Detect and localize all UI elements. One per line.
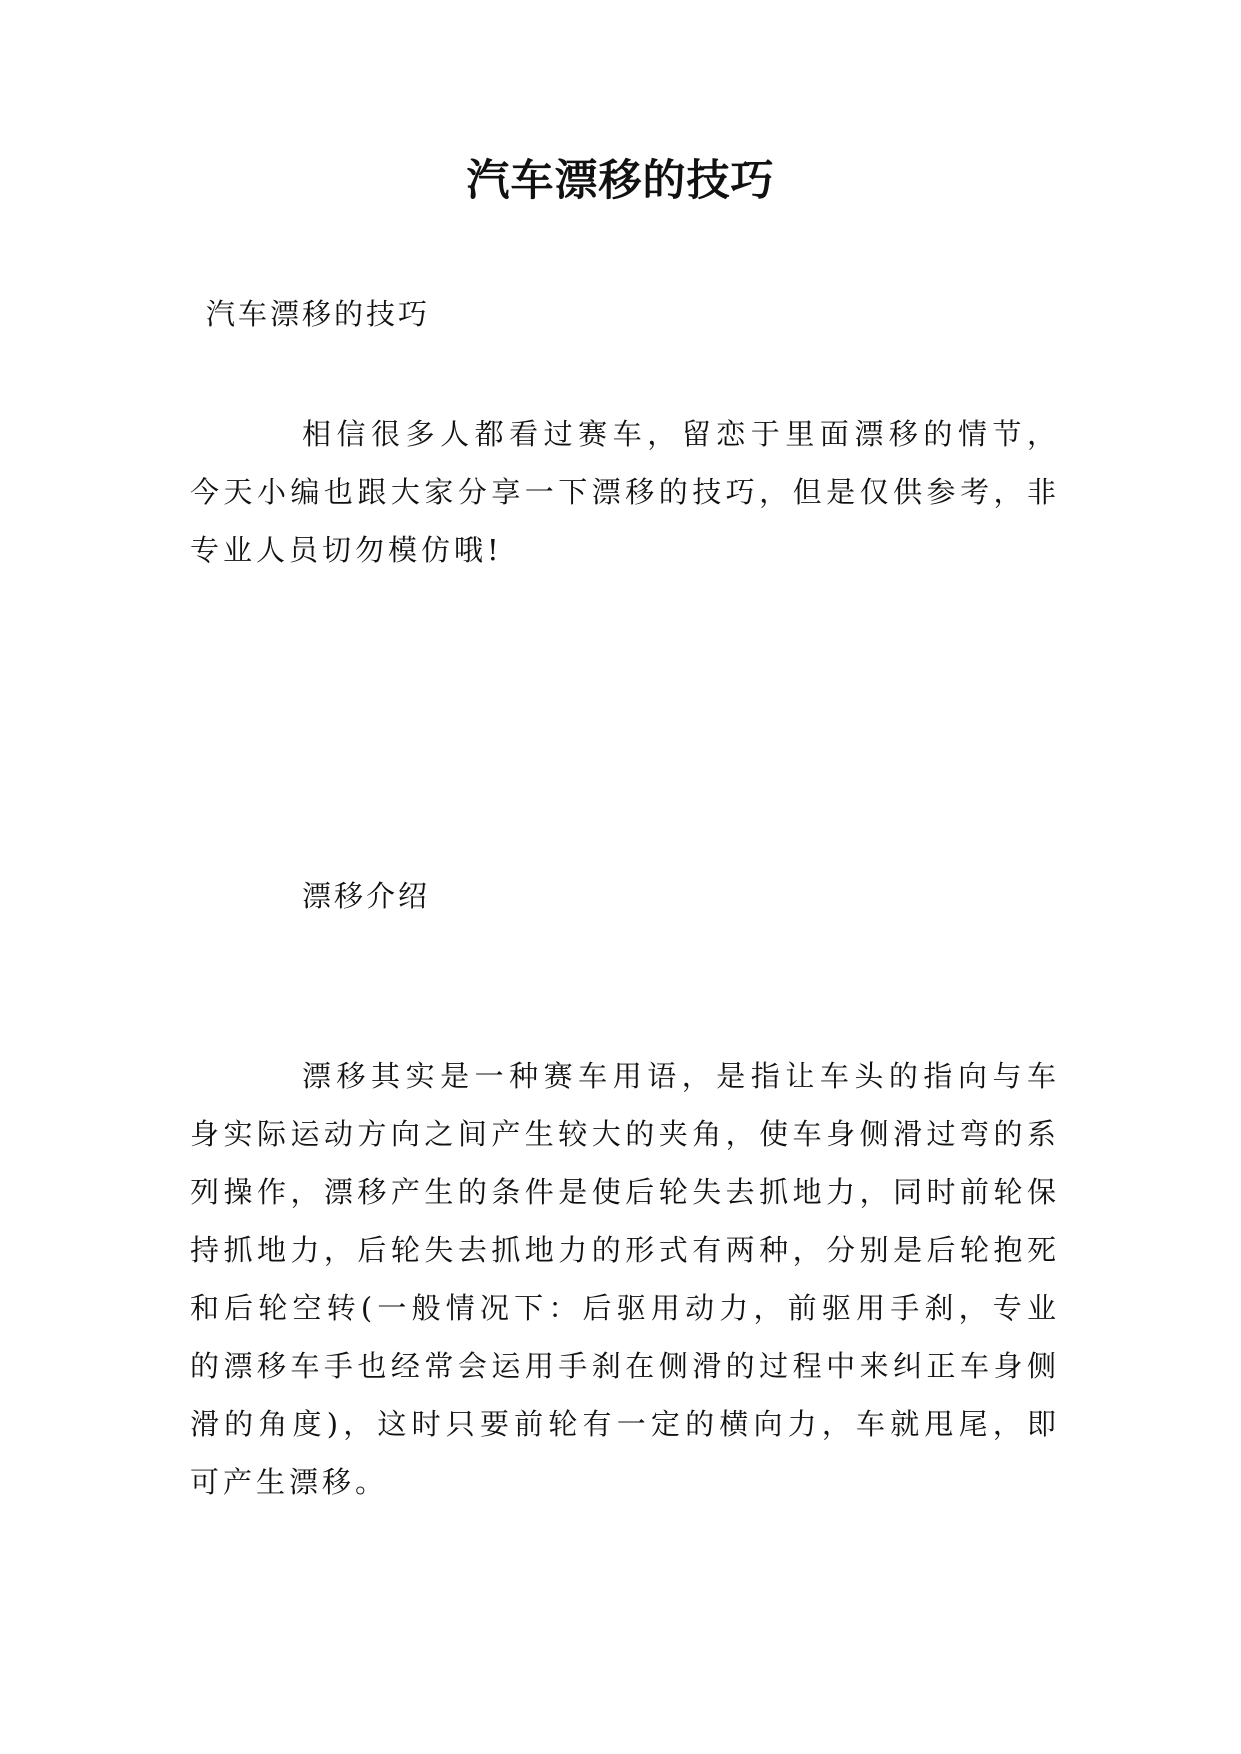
intro-paragraph: 相信很多人都看过赛车，留恋于里面漂移的情节，今天小编也跟大家分享一下漂移的技巧，但是仅供参考，非专业人员切勿模仿哦! [190,417,1060,567]
section-paragraph: 漂移其实是一种赛车用语，是指让车头的指向与车身实际运动方向之间产生较大的夹角，使车身侧滑过弯的系列操作，漂移产生的条件是使后轮失去抓地力，同时前轮保持抓地力，后轮失去抓地力的形式有两种，分别是后轮抱死和后轮空转(一般情况下：后驱用动力，前驱用手刹，专业的漂移车手也经常会运用手刹在侧滑的过程中来纠正车身侧滑的角度)，这时只要前轮有一定的横向力，车就甩尾，即可产生漂移。 [190,1059,1060,1499]
section-heading: 漂移介绍 [302,879,431,913]
document-subtitle: 汽车漂移的技巧 [206,297,431,331]
page-title: 汽车漂移的技巧 [466,156,775,206]
